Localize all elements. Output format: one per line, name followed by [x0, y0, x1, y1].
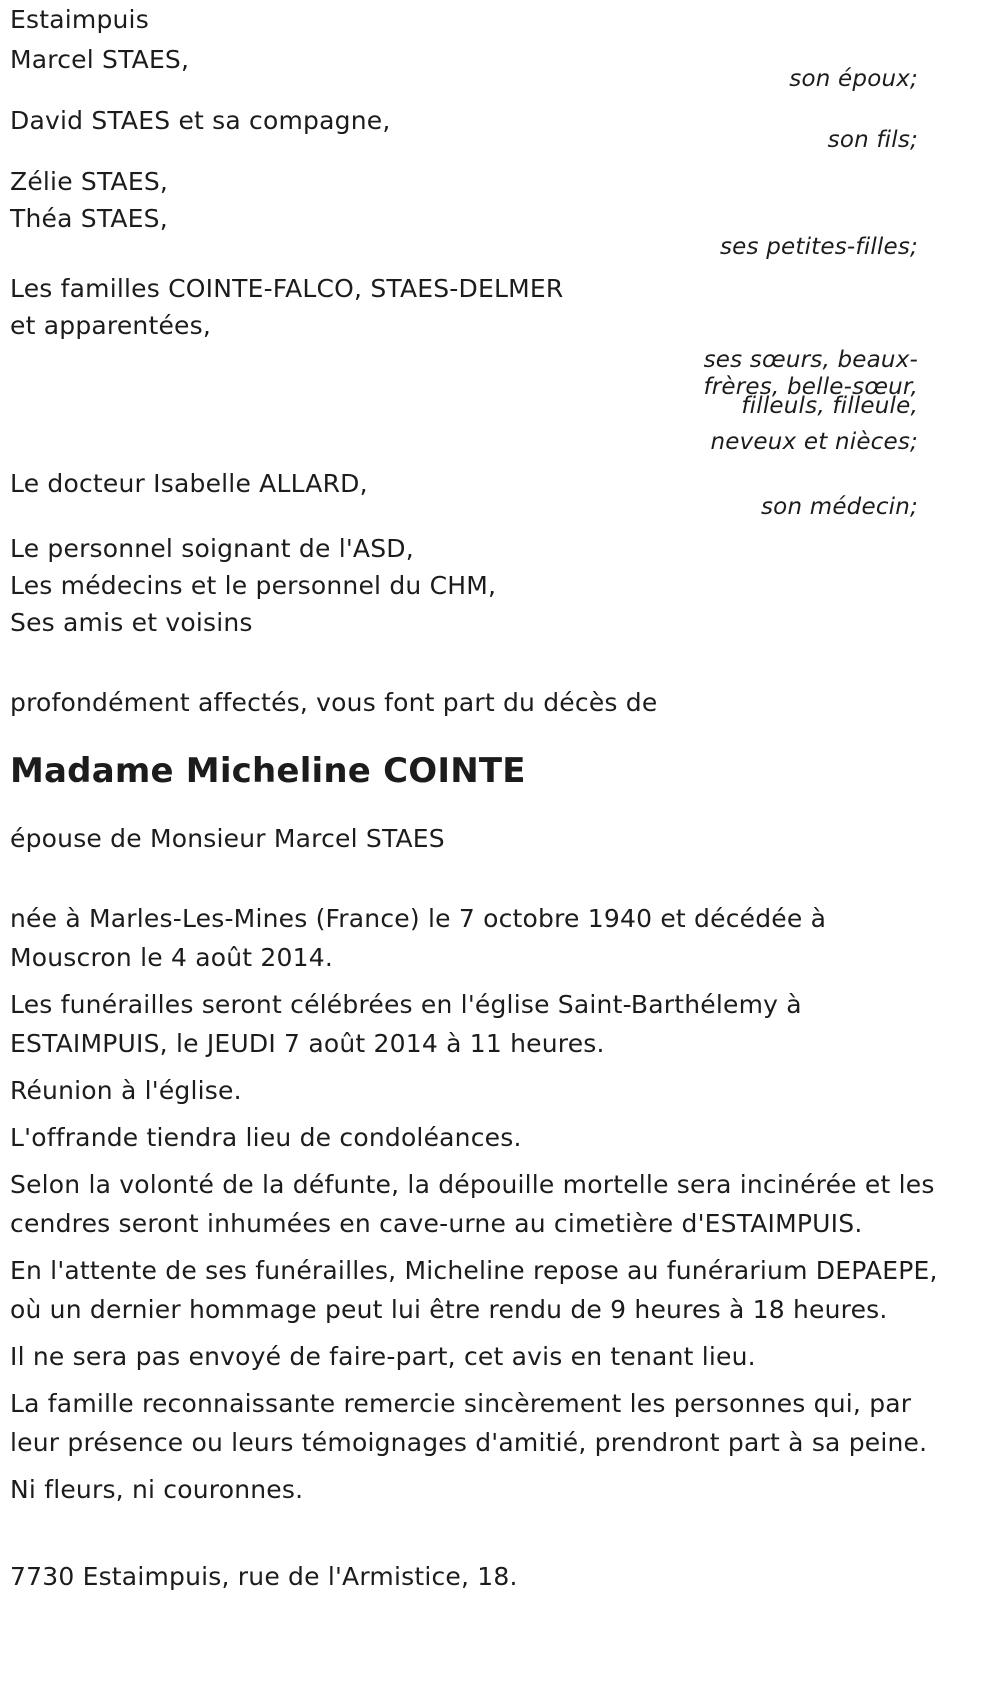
- others-line: Les médecins et le personnel du CHM,: [10, 571, 497, 600]
- family-relation: ses sœurs, beaux-: [703, 347, 918, 373]
- family-name: Les familles COINTE-FALCO, STAES-DELMER: [10, 274, 564, 303]
- family-name: David STAES et sa compagne,: [10, 106, 391, 135]
- obituary-notice: [10, 0, 938, 1597]
- detail-line: Selon la volonté de la défunte, la dépouille mortelle sera incinérée et les: [10, 1170, 935, 1199]
- family-block-granddaughters: [10, 162, 918, 259]
- village-name: Estaimpuis: [10, 5, 149, 34]
- family-name: Théa STAES,: [10, 204, 168, 233]
- family-relation: neveux et nièces;: [710, 429, 918, 455]
- detail-paragraph: [10, 1165, 935, 1243]
- announcement-text: profondément affectés, vous font part du décès de: [10, 688, 658, 717]
- family-name: et apparentées,: [10, 311, 211, 340]
- detail-line: Les funérailles seront célébrées en l'église Saint-Barthélemy à: [10, 990, 802, 1019]
- family-relation: son fils;: [827, 127, 918, 153]
- detail-line: née à Marles-Les-Mines (France) le 7 octobre 1940 et décédée à: [10, 904, 827, 933]
- detail-paragraph: [10, 1337, 918, 1376]
- details-block: [10, 899, 938, 1509]
- family-relation: ses petites-filles;: [720, 234, 918, 260]
- family-relation: son époux;: [789, 66, 918, 92]
- detail-paragraph: [10, 985, 918, 1063]
- family-relation: son médecin;: [760, 494, 918, 520]
- detail-line: La famille reconnaissante remercie sincèrement les personnes qui, par: [10, 1389, 912, 1418]
- detail-line: Mouscron le 4 août 2014.: [10, 943, 334, 972]
- others-line: Le personnel soignant de l'ASD,: [10, 534, 414, 563]
- family-name: Zélie STAES,: [10, 167, 169, 196]
- detail-line: Réunion à l'église.: [10, 1076, 242, 1105]
- detail-line: Il ne sera pas envoyé de faire-part, cet avis en tenant lieu.: [10, 1342, 756, 1371]
- family-relation: frères, belle-sœur,: [703, 374, 918, 400]
- family-name: Le docteur Isabelle ALLARD,: [10, 469, 368, 498]
- detail-line: leur présence ou leurs témoignages d'amitié, prendront part à sa peine.: [10, 1428, 928, 1457]
- detail-paragraph: [10, 1071, 918, 1110]
- detail-paragraph: [10, 1118, 918, 1157]
- family-block-spouse: [10, 40, 918, 91]
- detail-line: ESTAIMPUIS, le JEUDI 7 août 2014 à 11 heures.: [10, 1029, 605, 1058]
- detail-line: Ni fleurs, ni couronnes.: [10, 1475, 304, 1504]
- family-block-doctor: [10, 464, 918, 519]
- others-line: Ses amis et voisins: [10, 608, 253, 637]
- address: 7730 Estaimpuis, rue de l'Armistice, 18.: [10, 1562, 518, 1591]
- detail-line: L'offrande tiendra lieu de condoléances.: [10, 1123, 522, 1152]
- detail-line: cendres seront inhumées en cave-urne au cimetière d'ESTAIMPUIS.: [10, 1209, 863, 1238]
- detail-line: En l'attente de ses funérailles, Micheline repose au funérarium DEPAEPE,: [10, 1256, 938, 1285]
- detail-paragraph: [10, 899, 918, 977]
- detail-paragraph: [10, 1470, 918, 1509]
- family-block-families: [10, 269, 918, 454]
- deceased-spouse: épouse de Monsieur Marcel STAES: [10, 824, 445, 853]
- family-block-son: [10, 101, 918, 152]
- family-relation: filleuls, filleule,: [741, 393, 918, 419]
- detail-paragraph: [10, 1384, 928, 1462]
- detail-paragraph: [10, 1251, 938, 1329]
- detail-line: où un dernier hommage peut lui être rendu de 9 heures à 18 heures.: [10, 1295, 888, 1324]
- deceased-name: Madame Micheline COINTE: [10, 751, 526, 791]
- family-name: Marcel STAES,: [10, 45, 190, 74]
- others-block: [10, 529, 918, 643]
